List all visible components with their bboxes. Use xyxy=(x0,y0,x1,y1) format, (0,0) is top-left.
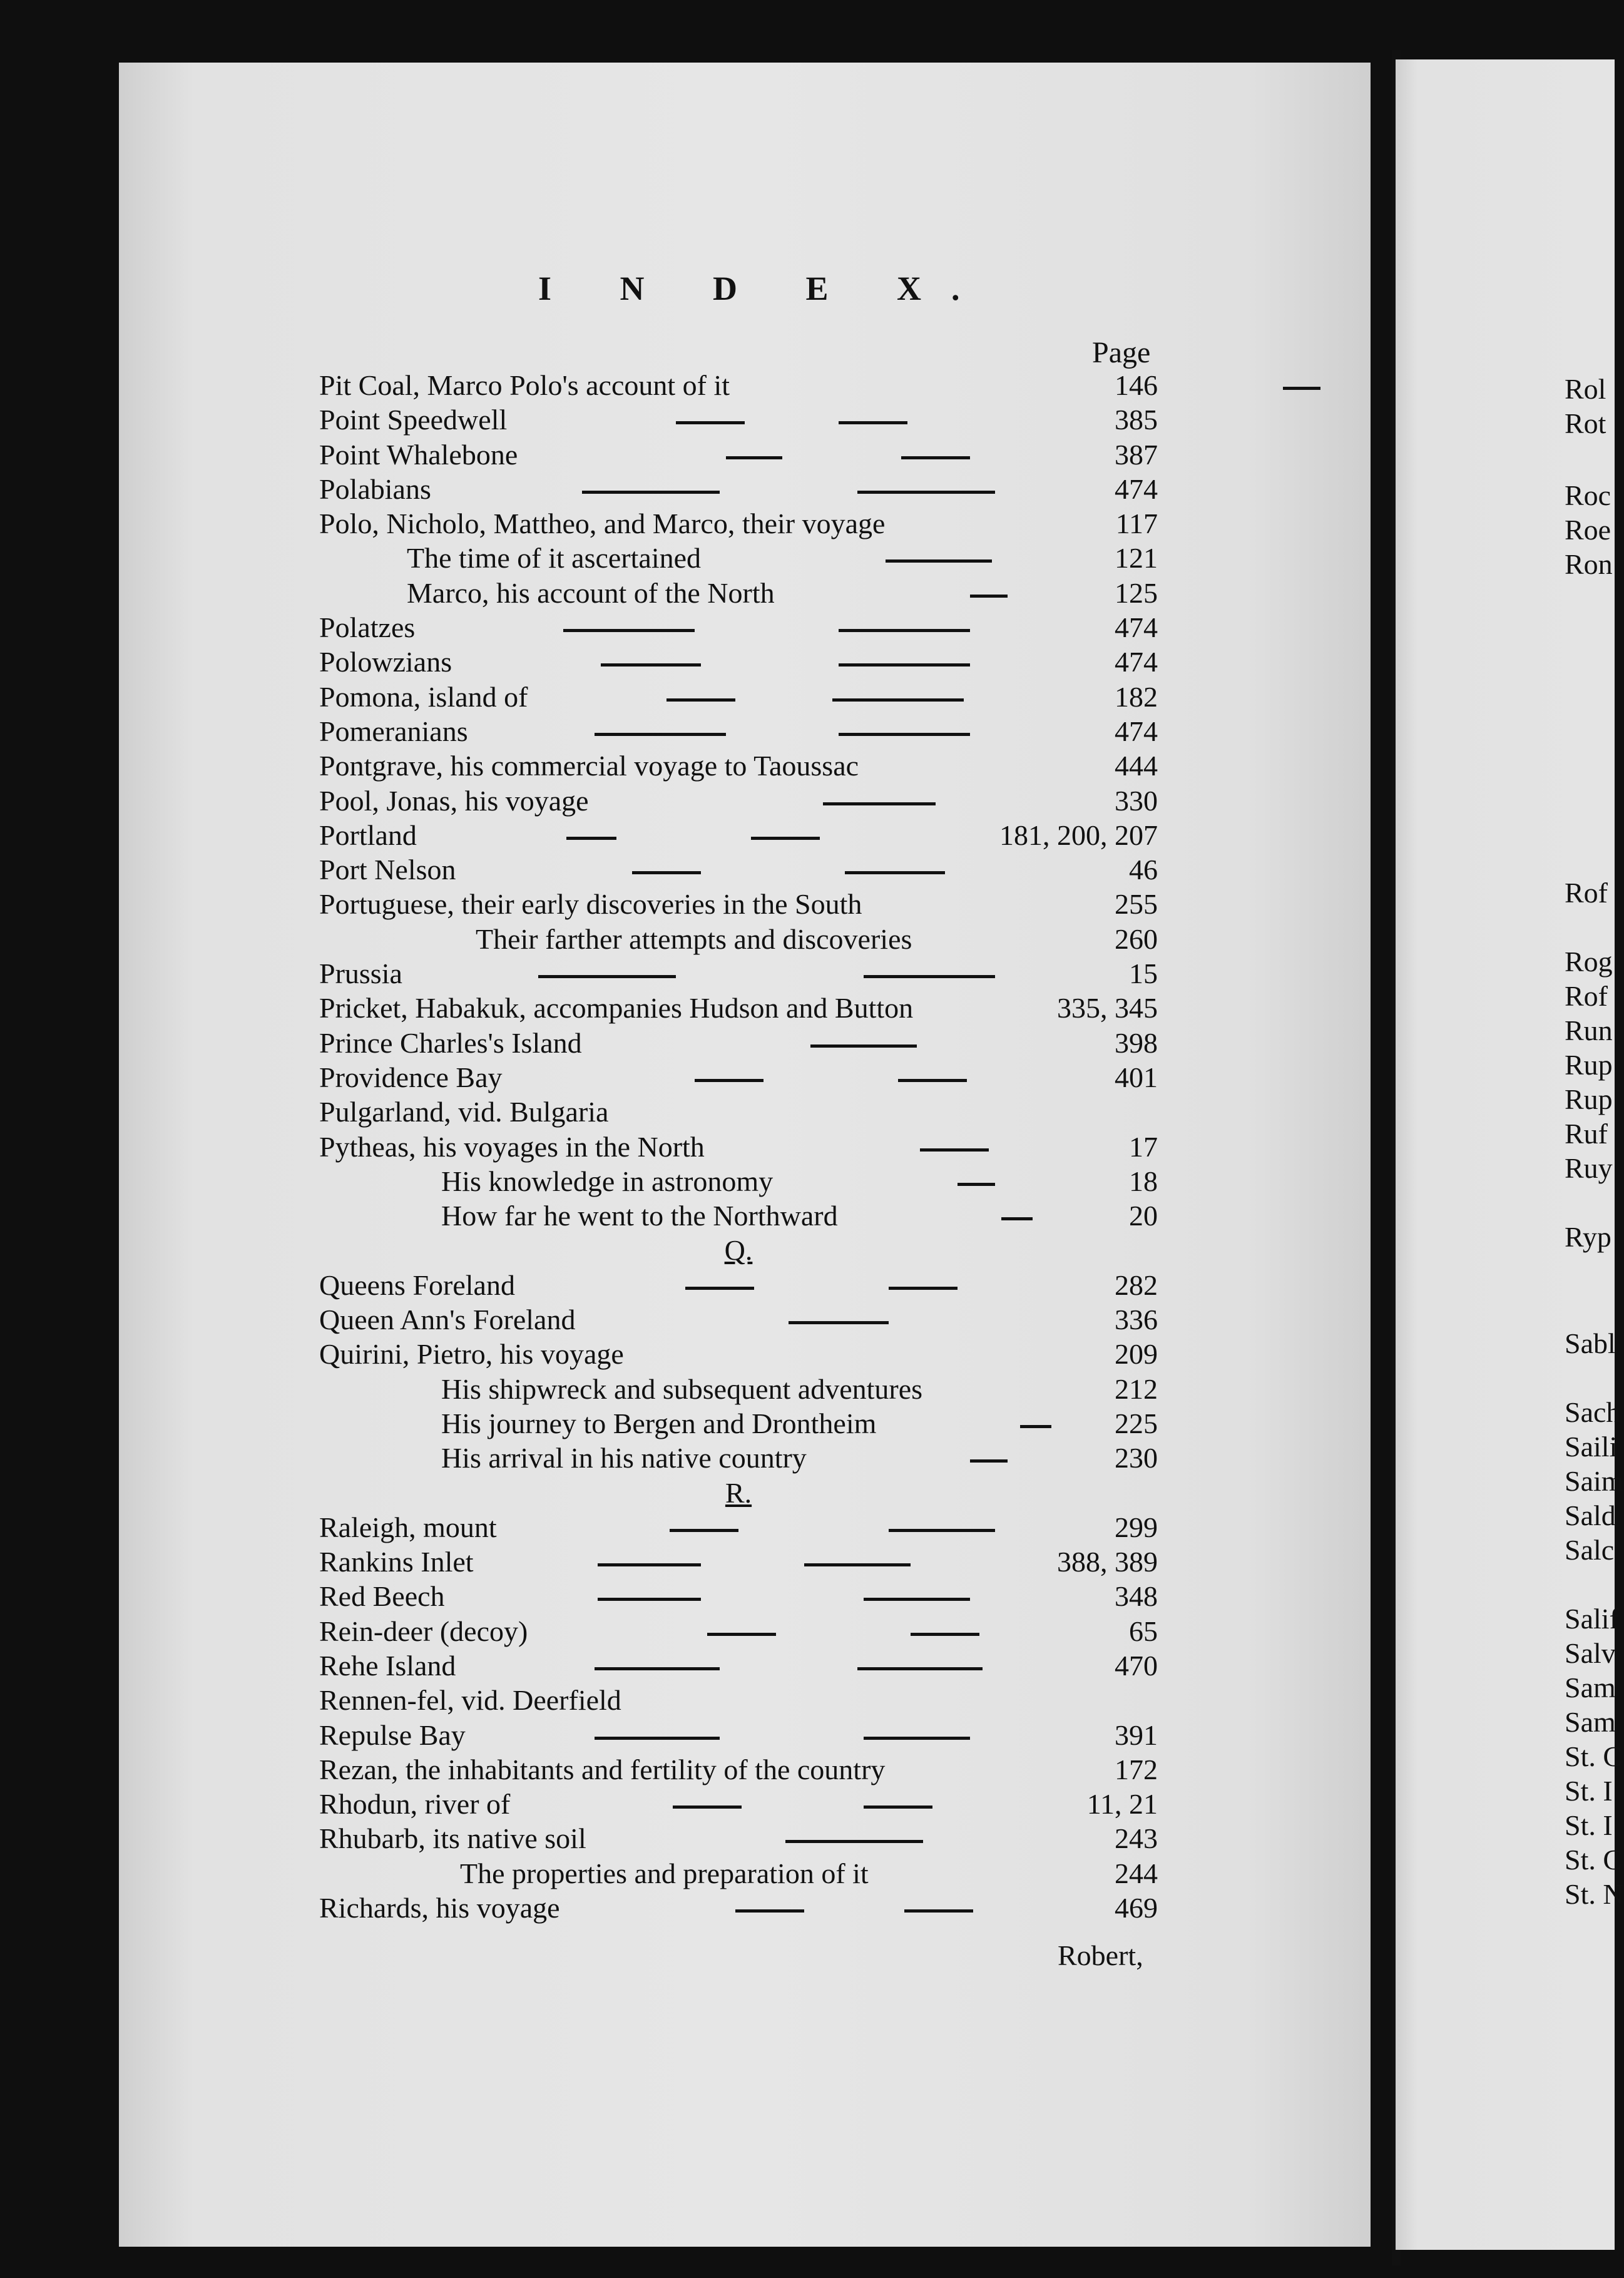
entry-page-number: 335, 345 xyxy=(1057,992,1158,1024)
entry-page-number: 212 xyxy=(1115,1372,1158,1405)
page-column-label: Page xyxy=(1092,336,1151,369)
entry-text: Port Nelson xyxy=(319,854,456,886)
leader-dash xyxy=(601,663,701,667)
entry-text: Providence Bay xyxy=(319,1061,503,1093)
entry-page-number: 401 xyxy=(1115,1061,1158,1093)
entry-text: His journey to Bergen and Drontheim xyxy=(441,1407,877,1439)
entry-text: Pulgarland, vid. Bulgaria xyxy=(319,1096,609,1128)
entry-page-number: 391 xyxy=(1115,1719,1158,1751)
entry-text: Portland xyxy=(319,819,417,851)
entry-page-number: 255 xyxy=(1115,888,1158,921)
leader-dash xyxy=(1001,1217,1033,1220)
index-entry xyxy=(319,887,1158,921)
facing-page-fragment: St. C xyxy=(1565,1844,1623,1876)
entry-text: Rankins Inlet xyxy=(319,1546,474,1578)
leader-dash xyxy=(901,456,970,459)
facing-page-fragment: St. I xyxy=(1565,1775,1613,1807)
entry-text: His knowledge in astronomy xyxy=(441,1165,774,1197)
entry-text: Rhubarb, its native soil xyxy=(319,1822,586,1855)
index-entry xyxy=(319,1302,1158,1337)
index-entry xyxy=(319,1752,1158,1787)
entry-page-number: 11, 21 xyxy=(1086,1788,1158,1821)
facing-page-fragment: Run xyxy=(1565,1014,1613,1046)
leader-dash xyxy=(832,698,964,702)
leader-dash xyxy=(970,1459,1008,1463)
leader-dash xyxy=(595,1667,720,1670)
leader-dash xyxy=(889,1529,995,1532)
leader-dash xyxy=(911,1633,979,1636)
index-entry xyxy=(319,1821,1158,1856)
facing-page-fragment: Ron xyxy=(1565,548,1613,580)
index-entry xyxy=(319,1891,1158,1925)
leader-dash xyxy=(810,1045,917,1048)
leader-dash xyxy=(886,559,992,563)
entry-text: Queens Foreland xyxy=(319,1269,515,1301)
entry-text: Their farther attempts and discoveries xyxy=(476,922,912,955)
entry-text: Prussia xyxy=(319,958,402,990)
index-entry xyxy=(319,1095,1158,1129)
facing-page-fragment: St. C xyxy=(1565,1740,1623,1772)
entry-text: Marco, his account of the North xyxy=(407,576,775,609)
facing-page-fragment: Ryp xyxy=(1565,1221,1611,1253)
facing-page xyxy=(1396,59,1624,2250)
leader-dash xyxy=(563,629,695,632)
facing-page-fragment: Ruy xyxy=(1565,1152,1613,1184)
leader-dash xyxy=(598,1598,701,1601)
leader-dash xyxy=(857,1667,983,1670)
leader-dash xyxy=(839,421,907,424)
entry-text: Raleigh, mount xyxy=(319,1511,497,1543)
index-entry xyxy=(319,1441,1158,1475)
leader-dash xyxy=(695,1079,763,1082)
entry-page-number: 125 xyxy=(1115,576,1158,609)
index-entry xyxy=(319,1510,1158,1545)
facing-page-fragment: Saili xyxy=(1565,1431,1618,1463)
entry-page-number: 398 xyxy=(1115,1026,1158,1059)
index-entry xyxy=(319,1683,1158,1717)
index-entry xyxy=(319,1579,1158,1613)
entry-text: Pontgrave, his commercial voyage to Taoussac xyxy=(319,750,859,782)
entry-text: How far he went to the Northward xyxy=(441,1200,838,1232)
entry-page-number: 387 xyxy=(1115,438,1158,471)
entry-text: Point Speedwell xyxy=(319,404,508,436)
entry-page-number: 474 xyxy=(1115,715,1158,747)
entry-page-number: 230 xyxy=(1115,1442,1158,1474)
entry-page-number: 474 xyxy=(1115,611,1158,644)
index-entry xyxy=(319,472,1158,506)
index-entry xyxy=(319,1406,1158,1441)
leader-dash xyxy=(898,1079,967,1082)
entry-page-number: 17 xyxy=(1129,1130,1158,1163)
index-entry xyxy=(319,1718,1158,1752)
index-entry xyxy=(319,645,1158,679)
index-entry xyxy=(319,714,1158,748)
entry-page-number: 244 xyxy=(1115,1857,1158,1889)
facing-page-fragment: Rup xyxy=(1565,1049,1613,1081)
entry-page-number: 348 xyxy=(1115,1580,1158,1613)
index-entry xyxy=(319,818,1158,852)
entry-text: His arrival in his native country xyxy=(441,1442,807,1474)
leader-dash xyxy=(920,1148,989,1152)
facing-page-fragment: Rof xyxy=(1565,980,1608,1012)
entry-page-number: 469 xyxy=(1115,1892,1158,1924)
leader-dash xyxy=(538,975,676,978)
leader-dash xyxy=(839,663,970,667)
leader-dash xyxy=(666,698,735,702)
index-entry xyxy=(319,784,1158,818)
leader-dash xyxy=(1283,387,1320,390)
facing-page-fragment: Salv xyxy=(1565,1637,1616,1669)
leader-dash xyxy=(839,733,970,736)
leader-dash xyxy=(789,1321,889,1324)
entry-page-number: 282 xyxy=(1115,1269,1158,1301)
index-entry xyxy=(319,852,1158,887)
index-entry xyxy=(319,680,1158,714)
entry-page-number: 182 xyxy=(1115,680,1158,713)
entry-page-number: 330 xyxy=(1115,784,1158,817)
index-entry xyxy=(319,956,1158,991)
facing-page-fragment: Rup xyxy=(1565,1083,1613,1115)
leader-dash xyxy=(670,1529,738,1532)
entry-text: Polo, Nicholo, Mattheo, and Marco, their voyage xyxy=(319,508,886,540)
leader-dash xyxy=(735,1909,804,1913)
leader-dash xyxy=(566,837,616,840)
entry-page-number: 117 xyxy=(1115,508,1158,540)
index-entry xyxy=(319,437,1158,472)
entry-text: Pool, Jonas, his voyage xyxy=(319,784,589,817)
entry-page-number: 65 xyxy=(1129,1615,1158,1647)
entry-text: Rein-deer (decoy) xyxy=(319,1615,528,1647)
entry-page-number: 299 xyxy=(1115,1511,1158,1543)
entry-page-number: 15 xyxy=(1129,958,1158,990)
entry-page-number: 225 xyxy=(1115,1407,1158,1439)
facing-page-fragment: Rof xyxy=(1565,877,1608,909)
entry-text: Pit Coal, Marco Polo's account of it xyxy=(319,369,730,401)
leader-dash xyxy=(1020,1425,1051,1428)
leader-dash xyxy=(707,1633,776,1636)
entry-text: Pomona, island of xyxy=(319,680,528,713)
leader-dash xyxy=(839,629,970,632)
entry-page-number: 474 xyxy=(1115,646,1158,678)
entry-page-number: 121 xyxy=(1115,542,1158,575)
entry-text: Repulse Bay xyxy=(319,1719,466,1751)
leader-dash xyxy=(864,1737,970,1740)
leader-dash xyxy=(595,1737,720,1740)
leader-dash xyxy=(804,1563,911,1566)
facing-page-fragment: Sach xyxy=(1565,1396,1621,1428)
entry-text: Pomeranians xyxy=(319,715,468,747)
entry-text: His shipwreck and subsequent adventures xyxy=(441,1372,923,1405)
entry-page-number: 20 xyxy=(1129,1200,1158,1232)
entry-text: Pytheas, his voyages in the North xyxy=(319,1130,705,1163)
leader-dash xyxy=(889,1287,958,1290)
entry-text: Red Beech xyxy=(319,1580,445,1613)
leader-dash xyxy=(958,1183,995,1186)
index-entries xyxy=(319,368,1158,1925)
entry-text: Prince Charles's Island xyxy=(319,1026,582,1059)
entry-page-number: 243 xyxy=(1115,1822,1158,1855)
leader-dash xyxy=(864,1806,932,1809)
section-letter-text: Q. xyxy=(724,1234,753,1267)
leader-dash xyxy=(970,595,1008,598)
index-entry xyxy=(319,1130,1158,1164)
entry-page-number: 385 xyxy=(1115,404,1158,436)
section-letter xyxy=(319,1233,1158,1267)
facing-page-fragment: Saim xyxy=(1565,1465,1624,1497)
facing-page-fragment: Salc xyxy=(1565,1534,1615,1566)
facing-page-fragment: Ruf xyxy=(1565,1118,1608,1150)
leader-dash xyxy=(595,733,726,736)
facing-page-fragment: Sam xyxy=(1565,1706,1616,1738)
catchword: Robert, xyxy=(1058,1939,1143,1971)
index-entry xyxy=(319,368,1158,402)
facing-page-fragment: Rot xyxy=(1565,407,1606,439)
index-entry xyxy=(319,402,1158,437)
facing-page-fragment: Rog xyxy=(1565,946,1613,978)
entry-page-number: 474 xyxy=(1115,472,1158,505)
index-entry xyxy=(319,1545,1158,1579)
leader-dash xyxy=(582,491,720,494)
leader-dash xyxy=(685,1287,754,1290)
facing-page-fragment: St. I xyxy=(1565,1809,1613,1841)
entry-text: Rhodun, river of xyxy=(319,1788,511,1821)
index-entry xyxy=(319,506,1158,541)
leader-dash xyxy=(673,1806,742,1809)
index-entry xyxy=(319,1372,1158,1406)
index-entry xyxy=(319,748,1158,783)
index-entry xyxy=(319,922,1158,956)
leader-dash xyxy=(864,975,995,978)
facing-page-fragment: St. N xyxy=(1565,1878,1624,1910)
entry-text: The properties and preparation of it xyxy=(460,1857,869,1889)
index-entry xyxy=(319,1268,1158,1302)
leader-dash xyxy=(823,802,936,805)
entry-text: Rehe Island xyxy=(319,1649,456,1682)
index-entry xyxy=(319,1198,1158,1233)
facing-page-fragment: Rol xyxy=(1565,373,1606,405)
section-letter-text: R. xyxy=(725,1476,752,1509)
leader-dash xyxy=(904,1909,973,1913)
index-entry xyxy=(319,610,1158,645)
entry-text: Polabians xyxy=(319,472,431,505)
entry-page-number: 444 xyxy=(1115,750,1158,782)
index-entry xyxy=(319,1026,1158,1060)
entry-text: Quirini, Pietro, his voyage xyxy=(319,1338,624,1371)
entry-text: Rennen-fel, vid. Deerfield xyxy=(319,1684,621,1717)
section-letter xyxy=(319,1476,1158,1510)
entry-text: Portuguese, their early discoveries in the South xyxy=(319,888,862,921)
index-entry xyxy=(319,1337,1158,1371)
entry-page-number: 336 xyxy=(1115,1304,1158,1336)
leader-dash xyxy=(632,871,701,874)
facing-page-fragment: Sabl xyxy=(1565,1327,1616,1359)
leader-dash xyxy=(864,1598,970,1601)
entry-text: Pricket, Habakuk, accompanies Hudson and Button xyxy=(319,992,914,1024)
facing-page-fragment: Roe xyxy=(1565,514,1611,546)
leader-dash xyxy=(598,1563,701,1566)
entry-page-number: 209 xyxy=(1115,1338,1158,1371)
leader-dash xyxy=(751,837,820,840)
entry-page-number: 46 xyxy=(1129,854,1158,886)
index-entry xyxy=(319,991,1158,1025)
facing-page-fragment: Salif xyxy=(1565,1603,1619,1635)
index-entry xyxy=(319,1614,1158,1648)
index-heading: I N D E X. xyxy=(538,270,990,307)
entry-page-number: 172 xyxy=(1115,1753,1158,1785)
entry-page-number: 470 xyxy=(1115,1649,1158,1682)
leader-dash xyxy=(726,456,782,459)
leader-dash xyxy=(845,871,945,874)
leader-dash xyxy=(785,1840,923,1843)
index-entry xyxy=(319,1060,1158,1095)
facing-page-fragment: Roc xyxy=(1565,479,1611,511)
index-entry xyxy=(319,1856,1158,1891)
index-entry xyxy=(319,1787,1158,1821)
index-entry xyxy=(319,1648,1158,1683)
leader-dash xyxy=(857,491,995,494)
entry-text: The time of it ascertained xyxy=(407,542,702,575)
entry-text: Point Whalebone xyxy=(319,438,518,471)
leader-dash xyxy=(676,421,745,424)
entry-text: Polatzes xyxy=(319,611,416,644)
facing-page-fragment: Sald xyxy=(1565,1499,1616,1531)
index-entry xyxy=(319,576,1158,610)
index-entry xyxy=(319,1164,1158,1198)
entry-page-number: 260 xyxy=(1115,922,1158,955)
entry-page-number: 146 xyxy=(1115,369,1158,401)
entry-text: Polowzians xyxy=(319,646,452,678)
entry-text: Queen Ann's Foreland xyxy=(319,1304,576,1336)
entry-page-number: 388, 389 xyxy=(1057,1546,1158,1578)
index-entry xyxy=(319,541,1158,575)
entry-page-number: 181, 200, 207 xyxy=(999,819,1158,851)
entry-text: Rezan, the inhabitants and fertility of the country xyxy=(319,1753,886,1785)
entry-page-number: 18 xyxy=(1129,1165,1158,1197)
entry-text: Richards, his voyage xyxy=(319,1892,560,1924)
facing-page-fragment: Sam xyxy=(1565,1672,1616,1703)
